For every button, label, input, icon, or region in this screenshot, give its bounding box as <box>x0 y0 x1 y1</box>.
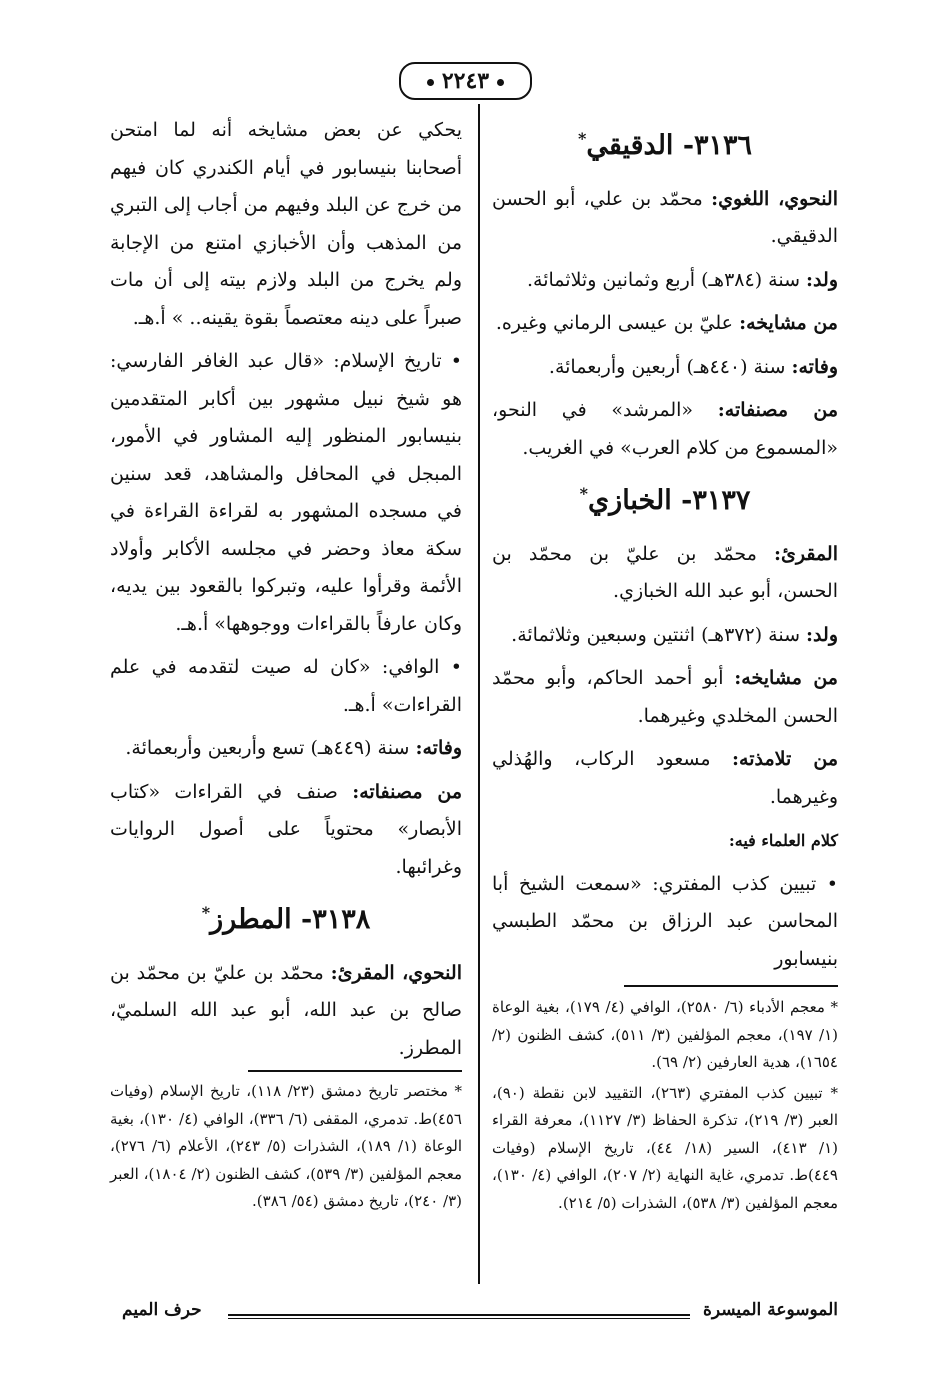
footnote-marker: * <box>577 129 587 148</box>
page-footer <box>122 1300 838 1326</box>
scholar-quote: • تبيين كذب المفتري: «سمعت الشيخ أبا المحاسن عبد الرزاق بن محمّد الطبسي بنيسابور <box>492 866 838 979</box>
footnotes-left <box>110 1078 462 1219</box>
entry-intro: المقرئ: محمّد بن عليّ بن محمّد بن الحسن، أبو عبد الله الخبازي. <box>492 542 838 602</box>
footer-rule <box>228 1314 690 1316</box>
page-number <box>0 62 931 100</box>
right-column <box>492 112 838 984</box>
footnotes-right <box>492 994 838 1220</box>
footnote-marker: * <box>201 903 211 922</box>
column-divider <box>478 104 480 1284</box>
entry-works: من مصنفاته: «المرشد» في النحو، «المسموع من كلام العرب» في الغريب. <box>492 399 839 459</box>
footer-encyclopedia: الموسوعة الميسرة <box>702 1300 838 1320</box>
entry-intro: النحوي، اللغوي: محمّد بن علي، أبو الحسن الدقيقي. <box>492 187 838 247</box>
entry-heading-3137 <box>492 475 838 520</box>
footnote-3137: * تبيين كذب المفتري (٢٦٣)، التقييد لابن نقطة (٩٠)، العبر (٣/ ٢١٩)، تذكرة الحفاظ (٣/ ١١٢٧)، معرفة القراء (١/ ٤١٣)، السير (١٨/ ٤٤)، تاريخ الإسلام (وفيات ٤٤٩)ط. تدمري، غاية النهاية (٢/ ٢٠٧)، الوافي (٤/ ١٣٠)، معجم المؤلفين (٣/ ٥٣٨)، الشذرات (٥/ ٢١٤). <box>492 1083 839 1212</box>
entry-death: وفاته: سنة (٤٤٩هـ) تسع وأربعين وأربعمائة. <box>125 737 462 759</box>
entry-title: ٣١٣٦- الدقيقي <box>586 130 753 161</box>
footnote-rule <box>248 1070 462 1072</box>
footer-rule <box>228 1318 690 1319</box>
footer-letter: حرف الميم <box>122 1300 202 1320</box>
footnote-rule <box>624 985 838 987</box>
entry-students: من تلامذته: مسعود الركاب، والهُذلي وغيرهما. <box>492 748 838 808</box>
entry-title: ٣١٣٧- الخبازي <box>588 485 751 516</box>
entry-birth: ولد: سنة (٣٨٤هـ) أربع وثمانين وثلاثمائة. <box>527 268 838 291</box>
entry-teachers: من مشايخه: أبو أحمد الحاكم، وأبو محمّد الحسن المخلدي وغيرهما. <box>492 667 838 727</box>
tarikh-quote: • تاريخ الإسلام: «قال عبد الغافر الفارسي: هو شيخ نبيل مشهور بين أكابر المتقدمين بنيسابور المنظور إليه المشاور في الأمور، المبجل في المحافل والمشاهد، قعد سنين في مسجده المشهور به لقراءة القراءة في سكة معاذ وحضر في مجلسه الأكابر وأولاد الأئمة وقرأوا عليه، وتبركوا بالقعود بين يديه، وكان عارفاً بالقراءات ووجوهها» أ.هـ. <box>110 343 462 643</box>
entry-works: من مصنفاته: صنف في القراءات «كتاب الأبصار» محتوياً على أصول الروايات وغرائبها. <box>110 780 463 878</box>
wafi-quote: • الوافي: «كان له صيت لتقدمه في علم القراءات» أ.هـ. <box>110 649 462 724</box>
entry-title: ٣١٣٨- المطرز <box>210 904 371 935</box>
entry-teachers: من مشايخه: عليّ بن عيسى الرماني وغيره. <box>495 312 838 334</box>
footnote-marker: * <box>579 484 589 503</box>
left-column <box>110 112 462 1073</box>
scholars-heading: كلام العلماء فيه: <box>728 831 838 850</box>
entry-intro: النحوي، المقرئ: محمّد بن عليّ بن محمّد بن صالح بن عبد الله، أبو عبد الله السلميّ، المطرز. <box>110 961 462 1059</box>
entry-birth: ولد: سنة (٣٧٢هـ) اثنتين وسبعين وثلاثمائة. <box>511 623 838 646</box>
page-number-text: ٢٢٤٣ <box>441 68 490 94</box>
entry-heading-3138 <box>110 894 462 939</box>
entry-heading-3136 <box>492 120 838 165</box>
footnote-3136: * معجم الأدباء (٦/ ٢٥٨٠)، الوافي (٤/ ١٧٩)، بغية الوعاة (١/ ١٩٧)، معجم المؤلفين (٣/ ٥١١)، كشف الظنون (٢/ ١٦٥٤)، هدية العارفين (٢/ ٦٩). <box>492 998 839 1071</box>
quote-continuation: يحكي عن بعض مشايخه أنه لما امتحن أصحابنا بنيسابور في أيام الكندري كان فيهم من خرج عن البلد وفيهم من أجاب إلى التبري من المذهب وأن الأخبازي امتنع من الإجابة ولم يخرج من البلد ولازم بيته إلى أن مات صبراً على دينه معتصماً بقوة يقينه.. » أ.هـ. <box>110 119 462 329</box>
entry-death: وفاته: سنة (٤٤٠هـ) أربعين وأربعمائة. <box>548 355 838 378</box>
footnote-3138: * مختصر تاريخ دمشق (٢٣/ ١١٨)، تاريخ الإسلام (وفيات ٤٥٦)ط. تدمري، المقفى (٦/ ٣٣٦)، الوافي (٤/ ١٣٠)، بغية الوعاة (١/ ١٨٩)، الشذرات (٥/ ٢٤٣)، الأعلام (٦/ ٢٧٦)، معجم المؤلفين (٣/ ٥٣٩)، كشف الظنون (٢/ ١٨٠٤)، العبر (٣/ ٢٤٠)، تاريخ دمشق (٥٤/ ٣٨٦). <box>110 1082 463 1210</box>
